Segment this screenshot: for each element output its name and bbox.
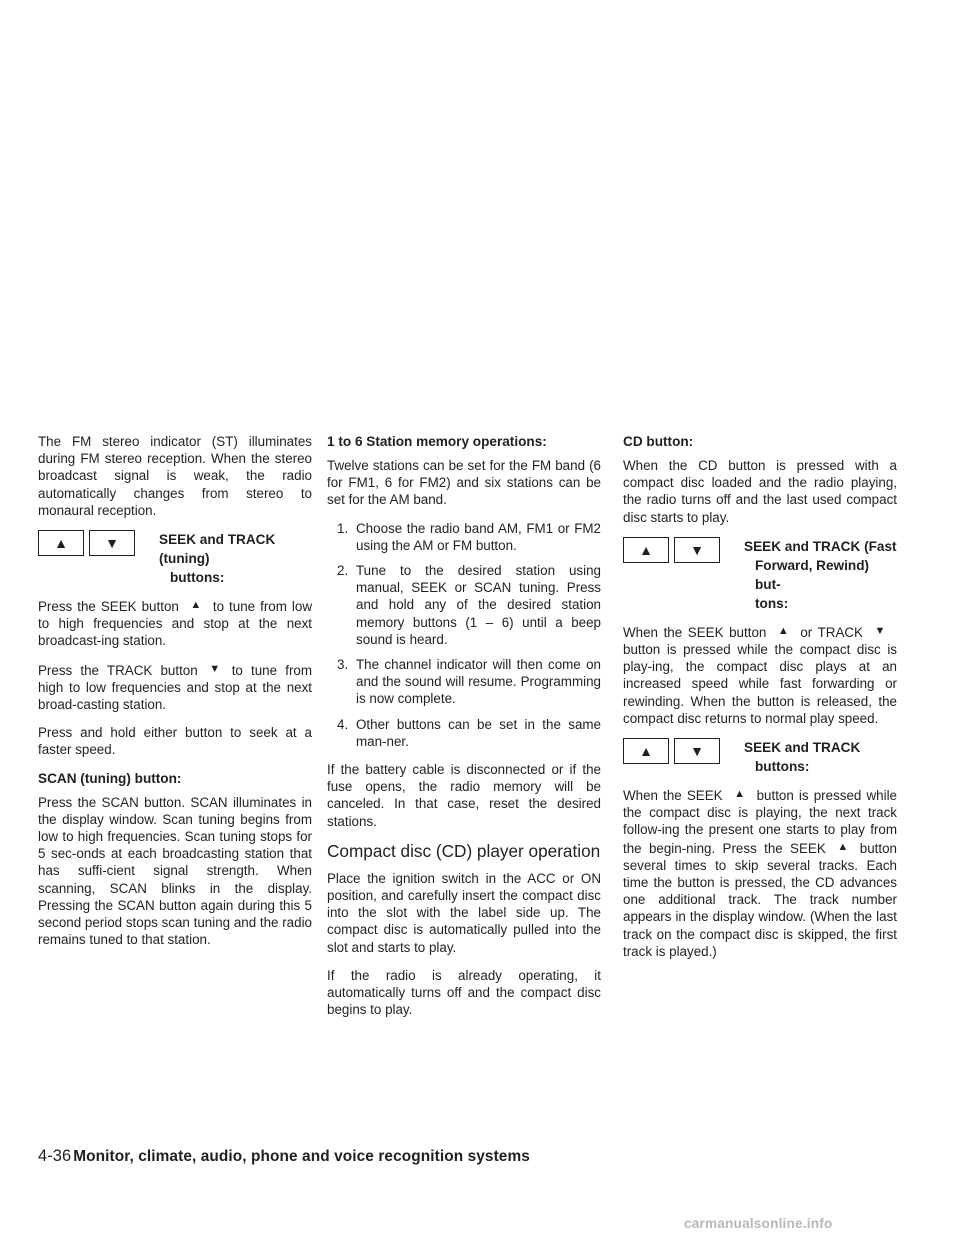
step-text: Choose the radio band AM, FM1 or FM2 using the AM or FM button.	[356, 520, 601, 553]
seek-track-button-illustration	[38, 530, 135, 556]
text-run: to tune from low to high frequencies and stop at the next broadcast-ing station.	[38, 599, 312, 649]
list-item	[327, 562, 601, 648]
text-run: to tune from high to low frequencies and stop at the next broad-casting station.	[38, 662, 313, 713]
track-down-button-icon: ▼	[674, 537, 720, 563]
text-run: or TRACK	[800, 624, 863, 640]
page-number: 4-36	[38, 1147, 72, 1165]
watermark-text: carmanualsonline.info	[684, 1216, 833, 1231]
paragraph-cd-button: When the CD button is pressed with a compact disc loaded and the radio playing, the radio turns off and the last used compact disc starts to play.	[623, 458, 897, 525]
paragraph-hold: Press and hold either button to seek at a faster speed.	[38, 725, 312, 758]
memory-heading: 1 to 6 Station memory operations:	[327, 434, 547, 449]
step-number: 2.	[337, 563, 349, 579]
fast-forward-rewind-heading	[623, 537, 897, 613]
down-arrow-icon: ▼	[874, 624, 886, 637]
column-1	[38, 433, 312, 959]
seek-track-button-illustration	[623, 537, 720, 563]
seek-track-button-illustration	[623, 738, 720, 764]
track-down-button-icon: ▼	[89, 530, 135, 556]
paragraph-scan: Press the SCAN button. SCAN illuminates in the display window. Scan tuning begins from low to high frequencies. Scan tuning stops for 5 sec-onds at each broadcasting station that has suffi-cient signal strength. When scanning, SCAN blinks in the display. Pressing the SCAN button again during this 5 second period stops scan tuning and the radio remains tuned to that station.	[38, 794, 312, 948]
paragraph-seek-track-cd	[623, 786, 897, 960]
up-arrow-icon: ▲	[777, 624, 789, 637]
text-run: Press the TRACK button	[38, 662, 198, 678]
seek-track-tuning-heading	[38, 530, 312, 587]
step-number: 4.	[337, 716, 349, 732]
heading-line: Forward, Rewind) but-	[755, 557, 870, 592]
heading-line: buttons:	[755, 759, 810, 775]
heading-line: SEEK and TRACK (tuning)	[159, 532, 276, 567]
paragraph-battery: If the battery cable is disconnected or if the fuse opens, the radio memory will be canceled. In that case, reset the desired stations.	[327, 762, 601, 829]
text-run: When the SEEK button	[623, 624, 767, 640]
seek-up-button-icon: ▲	[623, 738, 669, 764]
heading-line: SEEK and TRACK (Fast	[744, 538, 897, 554]
track-down-button-icon: ▼	[674, 738, 720, 764]
list-item	[327, 716, 601, 750]
cd-section-title: Compact disc (CD) player operation	[327, 840, 601, 861]
step-text: Tune to the desired station using manual, SEEK or SCAN tuning. Press and hold any of the desired station memory buttons (1 – 6) until a beep sound is heard.	[356, 563, 601, 647]
step-text: Other buttons can be set in the same man-ner.	[356, 716, 601, 749]
paragraph-radio-operating: If the radio is already operating, it automatically turns off and the compact disc begins to play.	[327, 967, 601, 1018]
column-3	[623, 433, 897, 971]
text-run: button is pressed while the compact disc is play-ing, the compact disc plays at an increased speed while fast forwarding or rewinding. When the button is released, the compact disc returns to normal play speed.	[623, 642, 897, 726]
up-arrow-icon: ▲	[190, 599, 202, 612]
paragraph-track	[38, 661, 312, 714]
step-text: The channel indicator will then come on and the sound will resume. Programming is now complete.	[356, 657, 601, 707]
list-item	[327, 520, 601, 554]
text-run: button several times to skip several tracks. Each time the button is pressed, the CD advances one additional track. The track number appears in the display window. (When the last track on the compact disc is skipped, the first track is played.)	[623, 840, 897, 959]
scan-heading: SCAN (tuning) button:	[38, 770, 182, 786]
down-arrow-icon: ▼	[209, 662, 221, 675]
paragraph-seek	[38, 597, 312, 650]
paragraph-ignition: Place the ignition switch in the ACC or ON position, and carefully insert the compact disc into the slot with the label side up. The compact disc is automatically pulled into the slot and starts to play.	[327, 870, 601, 955]
paragraph-stereo-indicator: The FM stereo indicator (ST) illuminates during FM stereo reception. When the stereo broadcast signal is weak, the radio automatically changes from stereo to monaural reception.	[38, 434, 312, 518]
heading-line: SEEK and TRACK	[744, 740, 861, 756]
text-run: button is pressed while the compact disc is playing, the next track follow-ing the present one starts to play from the begin-ning. Press the SEEK	[623, 788, 898, 856]
text-run: When the SEEK	[623, 788, 723, 804]
paragraph-fast-forward	[623, 623, 897, 727]
heading-line: buttons:	[170, 570, 225, 586]
up-arrow-icon: ▲	[837, 840, 849, 853]
column-2	[327, 433, 601, 1029]
list-item	[327, 656, 601, 708]
paragraph-twelve-stations: Twelve stations can be set for the FM band (6 for FM1, 6 for FM2) and six stations can be set for the AM band.	[327, 458, 601, 508]
up-arrow-icon: ▲	[734, 788, 746, 801]
cd-button-heading: CD button:	[623, 434, 694, 449]
step-number: 1.	[337, 520, 349, 536]
seek-track-cd-heading	[623, 738, 897, 776]
seek-up-button-icon: ▲	[623, 537, 669, 563]
text-run: Press the SEEK button	[38, 599, 179, 615]
memory-steps-list	[327, 520, 601, 750]
step-number: 3.	[337, 657, 349, 673]
heading-line: tons:	[755, 595, 789, 611]
chapter-title: Monitor, climate, audio, phone and voice recognition systems	[73, 1148, 530, 1165]
seek-up-button-icon: ▲	[38, 530, 84, 556]
page-footer	[38, 1147, 530, 1166]
